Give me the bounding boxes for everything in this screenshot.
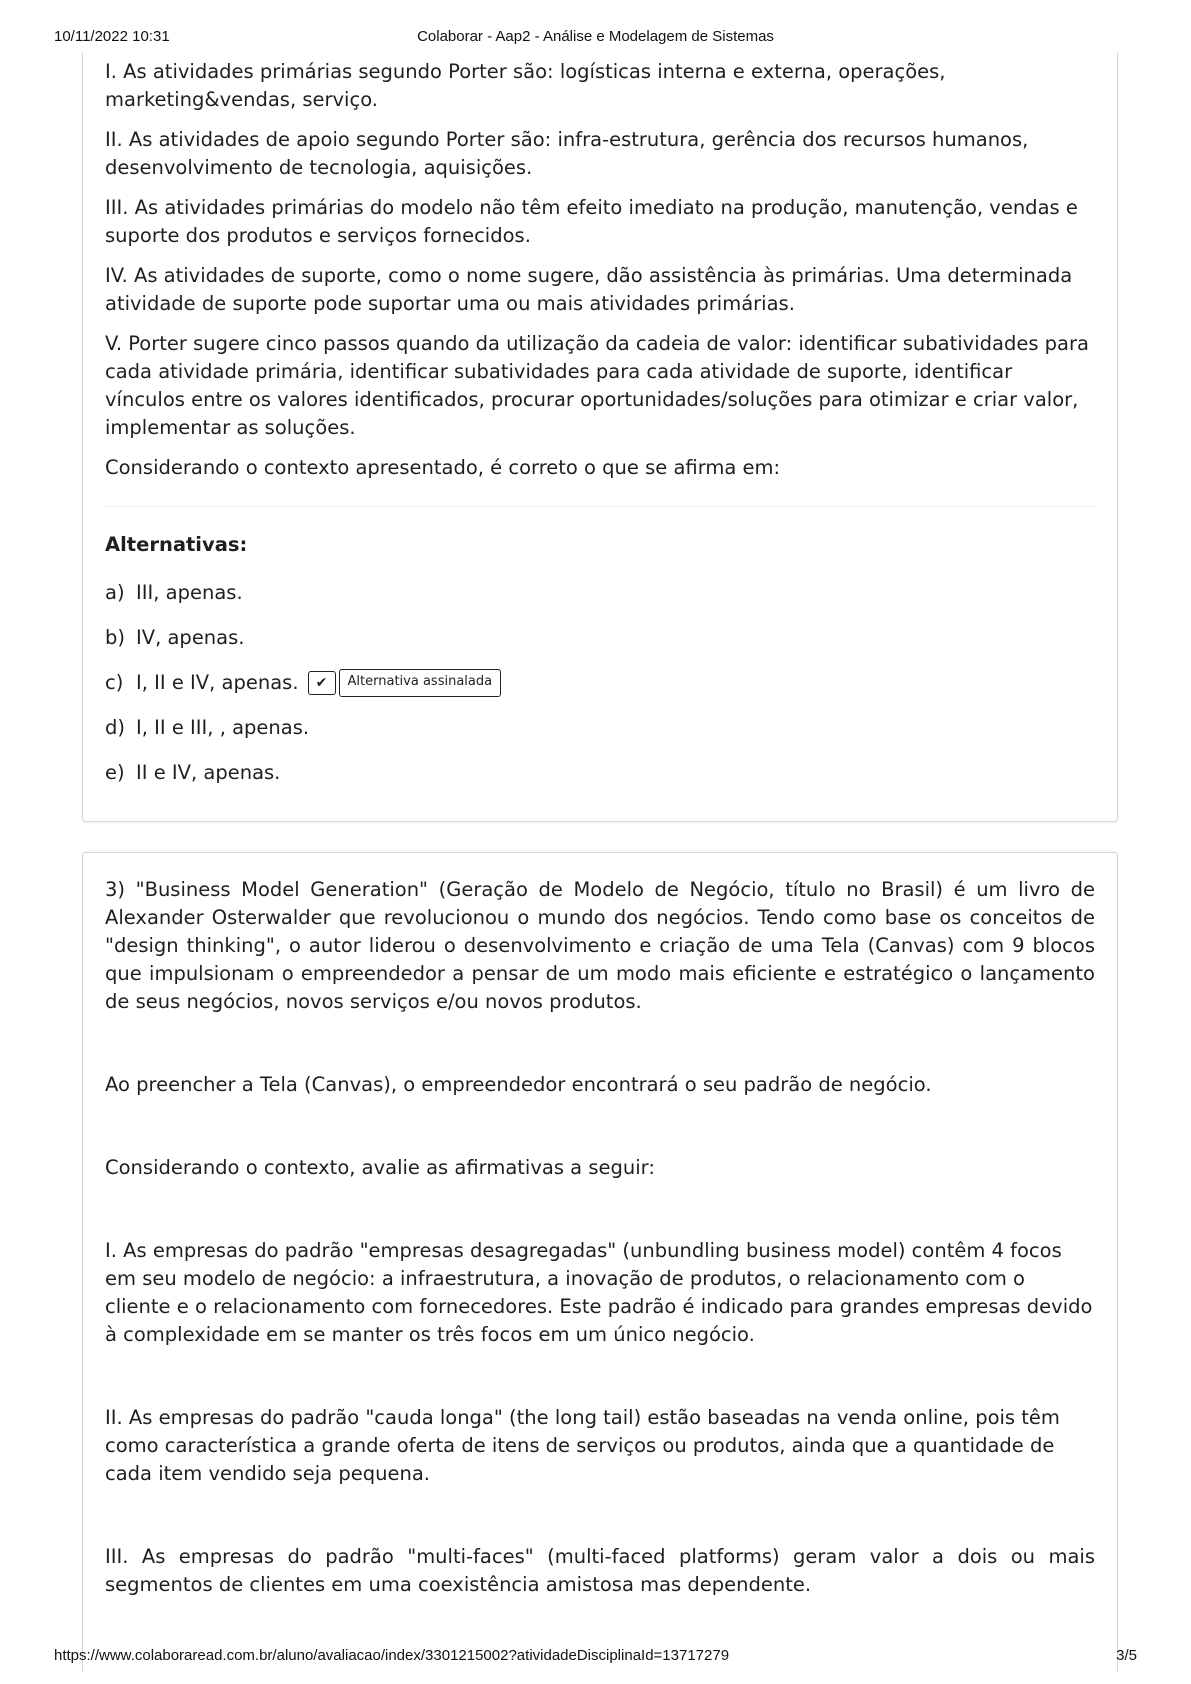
alternative-text: I, II e III, , apenas. [136,715,310,739]
alternative-text: II e IV, apenas. [136,760,281,784]
print-page-title: Colaborar - Aap2 - Análise e Modelagem de Sistemas [417,28,774,45]
alternative-d[interactable] [105,705,1095,750]
print-url: https://www.colaboraread.com.br/aluno/avaliacao/index/3301215002?atividadeDisciplinaId=13717279 [54,1647,730,1664]
alternatives-list [105,570,1095,795]
statement-5: V. Porter sugere cinco passos quando da utilização da cadeia de valor: identificar subatividades para cada atividade primária, identificar subatividades para cada atividade de suporte, identificar vínculos entre os valores identificados, procurar oportunidades/soluções para otimizar e criar valor, implementar as soluções. [105,332,1089,439]
statement-1: I. As atividades primárias segundo Porter são: logísticas interna e externa, operações, marketing&vendas, serviço. [105,60,946,111]
page-number: 3/5 [1116,1647,1137,1664]
alternative-letter: e) [105,760,125,784]
statement-3: III. As atividades primárias do modelo não têm efeito imediato na produção, manutenção, vendas e suporte dos produtos e serviços fornecidos. [105,196,1078,247]
check-icon: ✔ [308,671,336,695]
question-3-statement-1: I. As empresas do padrão "empresas desagregadas" (unbundling business model) contêm 4 focos em seu modelo de negócio: a infraestrutura, a inovação de produtos, o relacionamento com o cliente e o relacionamento com fornecedores. Este padrão é indicado para grandes empresas devido à complexidade em se manter os três focos em um único negócio. [105,1239,1093,1346]
alternative-letter: d) [105,715,125,739]
question-3-statement-3: III. As empresas do padrão "multi-faces" (multi-faced platforms) geram valor a dois ou mais segmentos de clientes em uma coexistência amistosa mas dependente. [105,1545,1095,1596]
question-3-content [105,876,1095,1599]
alternative-a[interactable] [105,570,1095,615]
alternatives-title: Alternativas: [105,533,248,556]
divider [105,506,1095,507]
statement-2: II. As atividades de apoio segundo Porter são: infra-estrutura, gerência dos recursos humanos, desenvolvimento de tecnologia, aquisições. [105,128,1029,179]
question-3-paragraph-2: Ao preencher a Tela (Canvas), o empreendedor encontrará o seu padrão de negócio. [105,1073,932,1096]
selected-alternative-badge: Alternativa assinalada [339,669,502,697]
alternative-text: III, apenas. [136,580,243,604]
alternative-text: I, II e IV, apenas. [136,670,299,694]
statement-4: IV. As atividades de suporte, como o nome sugere, dão assistência às primárias. Uma determinada atividade de suporte pode suportar uma ou mais atividades primárias. [105,264,1073,315]
question-prompt: Considerando o contexto apresentado, é correto o que se afirma em: [105,456,781,479]
alternative-letter: b) [105,625,125,649]
alternative-letter: a) [105,580,125,604]
print-footer [54,1647,1137,1667]
alternative-c[interactable] [105,660,1095,705]
question-3-paragraph-3: Considerando o contexto, avalie as afirmativas a seguir: [105,1156,655,1179]
alternative-e[interactable] [105,750,1095,795]
print-header [54,28,1137,48]
alternative-text: IV, apenas. [136,625,245,649]
alternative-letter: c) [105,670,124,694]
alternative-b[interactable] [105,615,1095,660]
question-3-statement-2: II. As empresas do padrão "cauda longa" (the long tail) estão baseadas na venda online, pois têm como característica a grande oferta de itens de serviços ou produtos, ainda que a quantidade de cada item vendido seja pequena. [105,1406,1060,1485]
print-datetime: 10/11/2022 10:31 [54,28,170,45]
question-3-intro: 3) "Business Model Generation" (Geração de Modelo de Negócio, título no Brasil) é um livro de Alexander Osterwalder que revolucionou o mundo dos negócios. Tendo como base os conceitos de "design thinking", o autor liderou o desenvolvimento e criação de uma Tela (Canvas) com 9 blocos que impulsionam o empreendedor a pensar de um modo mais eficiente e estratégico o lançamento de seus negócios, novos serviços e/ou novos produtos. [105,878,1095,1013]
question-2-content [105,58,1095,795]
